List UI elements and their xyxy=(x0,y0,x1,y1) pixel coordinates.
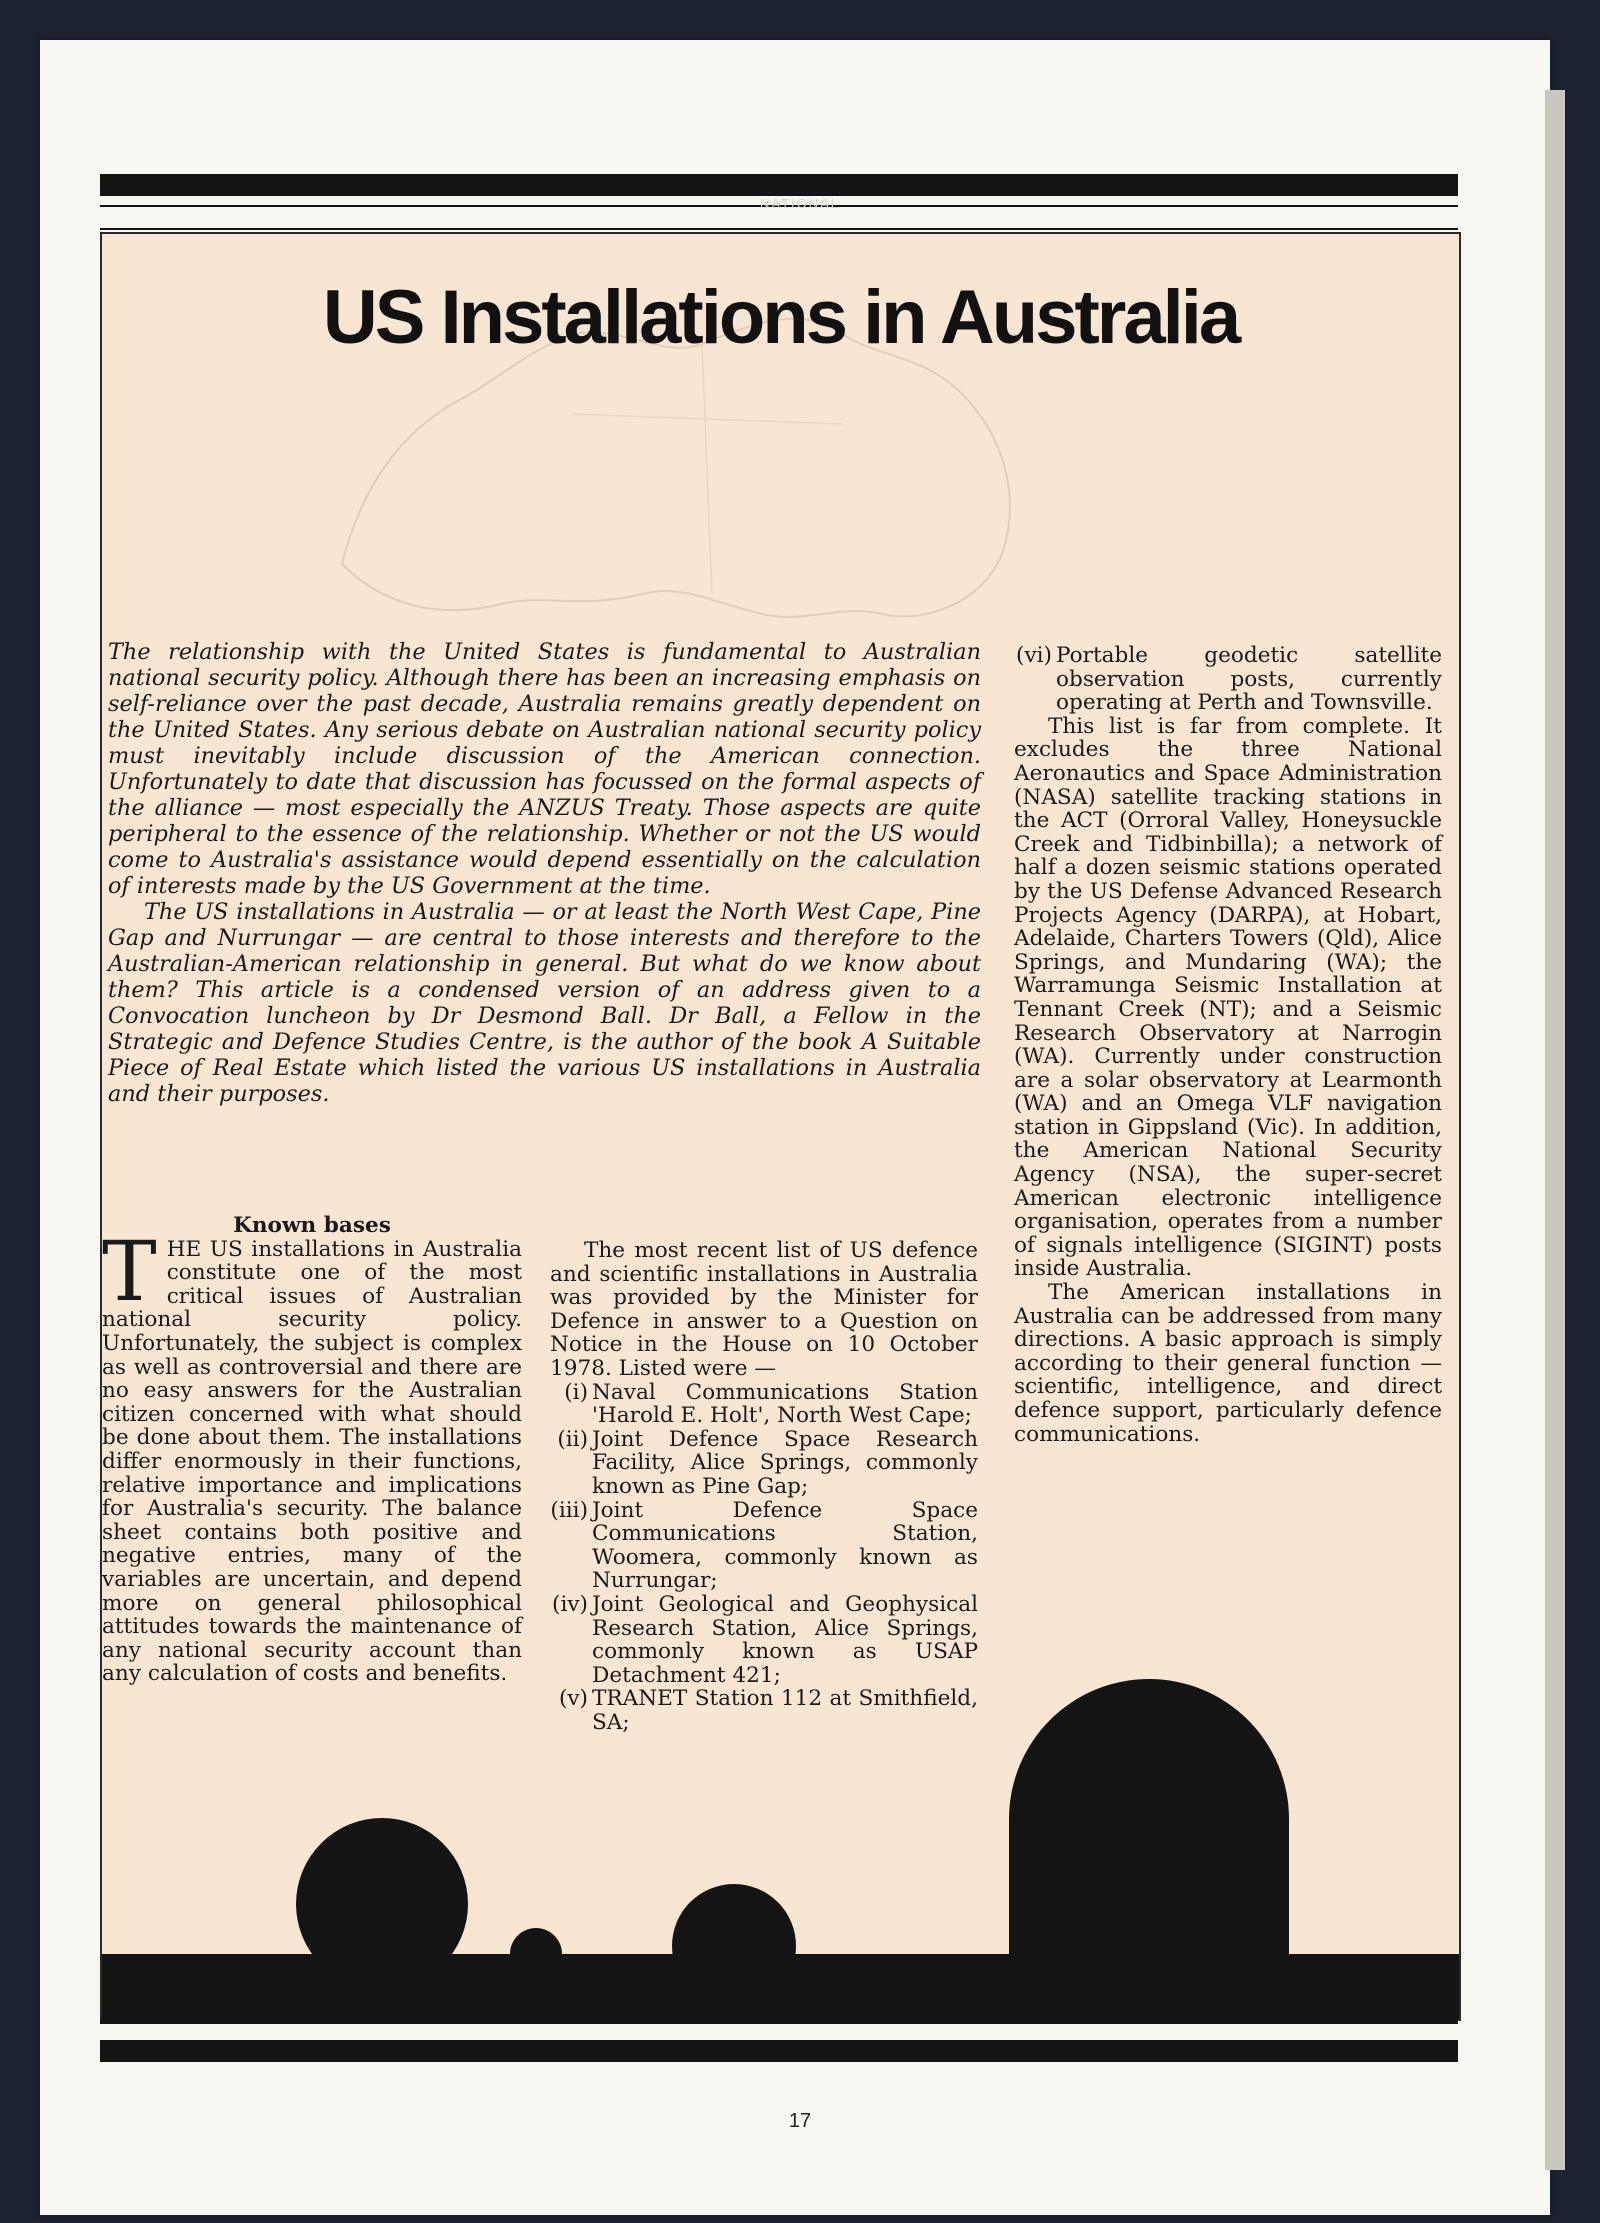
column-3 xyxy=(1014,644,1442,1446)
list-number: (vi) xyxy=(1016,643,1052,668)
radome-large-left xyxy=(296,1818,468,1990)
list-number: (iv) xyxy=(552,1591,588,1617)
radome-small xyxy=(510,1928,562,1980)
radome-large-right-base xyxy=(1009,1819,1289,1959)
radome-medium xyxy=(672,1884,796,2008)
list-number: (v) xyxy=(558,1686,588,1712)
bottom-rule-thin-band xyxy=(100,2018,1458,2024)
top-thin-rule-2 xyxy=(100,228,1458,230)
list-item xyxy=(550,1381,978,1428)
col3-paragraph-2: The American installations in Australia can be addressed from many directions. A basic approach is simply according to their general function — scientific, intelligence, and direct defence support, particularly defence communications. xyxy=(1014,1280,1442,1447)
intro-paragraph-1: The relationship with the United States is fundamental to Australian national security policy. Although there has been an increasing emphasis on self-reliance over the past decade, Australia remains greatly dependent on the United States. Any serious debate on Australian national security policy must inevitably include discussion of the American connection. Unfortunately to date that discussion has focussed on the formal aspects of the alliance — most especially the ANZUS Treaty. Those aspects are quite peripheral to the essence of the relationship. Whether or not the US would come to Australia's assistance would depend essentially on the calculation of interests made by the US Government at the time. xyxy=(108,639,981,899)
list-text: Joint Defence Space Research Facility, Alice Springs, commonly known as Pine Gap; xyxy=(592,1426,978,1499)
running-head: NATIONAL xyxy=(759,196,841,211)
col2-lead-paragraph: The most recent list of US defence and scientific installations in Australia was provided by the Minister for Defence in answer to a Question on Notice in the House on 10 October 1978. Listed were — xyxy=(550,1238,978,1381)
list-item xyxy=(1014,644,1442,715)
page-edge xyxy=(1545,90,1565,2170)
article-title: US Installations in Australia xyxy=(322,275,1239,360)
list-text: Portable geodetic satellite observation posts, currently operating at Perth and Townsville. xyxy=(1056,643,1442,716)
subheading-known-bases: Known bases xyxy=(233,1213,391,1238)
list-item xyxy=(550,1687,978,1734)
page-number: 17 xyxy=(788,2110,812,2132)
intro-paragraph-2: The US installations in Australia — or at least the North West Cape, Pine Gap and Nurrungar — are central to those interests and therefore to the Australian-American relationship in general. But what do we know about them? This article is a condensed version of an address given to a Convocation luncheon by Dr Desmond Ball. Dr Ball, a Fellow in the Strategic and Defence Studies Centre, is the author of the book A Suitable Piece of Real Estate which listed the various US installations in Australia and their purposes. xyxy=(108,899,981,1107)
col1-body-text: HE US installations in Australia constitute one of the most critical issues of Australian national security policy. Unfortunately, the subject is complex as well as controversial and there are no easy answers for the Australian citizen concerned with what should be done about them. The installations differ enormously in their functions, relative importance and implications for Australia's security. The balance sheet contains both positive and negative entries, many of the variables are uncertain, and depend more on general philosophical attitudes towards the maintenance of any national security account than any calculation of costs and benefits. xyxy=(102,1236,522,1687)
column-2 xyxy=(550,1239,978,1734)
intro-standfirst xyxy=(108,639,981,1107)
list-number: (iii) xyxy=(550,1497,588,1523)
list-text: Joint Geological and Geophysical Research Station, Alice Springs, commonly known as USAP Detachment 421; xyxy=(592,1591,978,1688)
column-1 xyxy=(102,1214,522,1686)
list-item xyxy=(550,1499,978,1593)
bottom-thick-rule xyxy=(100,2040,1458,2062)
radome-large-right xyxy=(1009,1679,1289,1959)
list-number: (i) xyxy=(564,1379,588,1405)
drop-cap: T xyxy=(102,1224,157,1320)
list-number: (ii) xyxy=(557,1426,588,1452)
top-thick-rule xyxy=(100,174,1458,196)
list-text: Joint Defence Space Communications Station, Woomera, commonly known as Nurrungar; xyxy=(592,1497,978,1594)
list-text: Naval Communications Station 'Harold E. Holt', North West Cape; xyxy=(592,1379,978,1429)
col3-paragraph-1: This list is far from complete. It excludes the three National Aeronautics and Space Administration (NASA) satellite tracking stations in the ACT (Orroral Valley, Honeysuckle Creek and Tidbinbilla); a network of half a dozen seismic stations operated by the US Defense Advanced Research Projects Agency (DARPA), at Hobart, Adelaide, Charters Towers (Qld), Alice Springs, and Mundaring (WA); the Warramunga Seismic Installation at Tennant Creek (NT); and a Seismic Research Observatory at Narrogin (WA). Currently under construction are a solar observatory at Learmonth (WA) and an Omega VLF navigation station in Gippsland (Vic). In addition, the American National Security Agency (NSA), the super-secret American electronic intelligence organisation, operates from a number of signals intelligence (SIGINT) posts inside Australia. xyxy=(1014,713,1442,1282)
ground-band xyxy=(102,1954,1459,2019)
article-panel xyxy=(100,232,1461,2021)
list-text: TRANET Station 112 at Smithfield, SA; xyxy=(592,1686,978,1735)
list-item xyxy=(550,1428,978,1499)
list-item xyxy=(550,1593,978,1687)
